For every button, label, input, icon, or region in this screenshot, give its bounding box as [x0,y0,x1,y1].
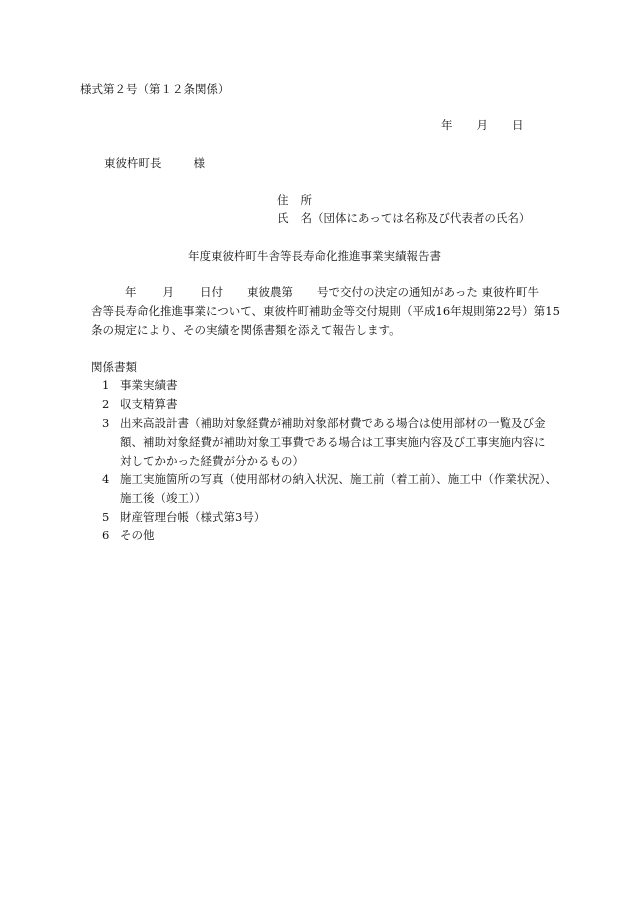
document-item-number: 4 [102,472,110,486]
date-year-label: 年 [441,118,453,132]
date-day-label: 日 [512,118,524,132]
body-notice-prefix: 東彼農第 [247,285,293,299]
date-line [441,120,524,132]
applicant-address-label [277,195,312,207]
document-item-number: 2 [102,397,110,411]
address-label-char-1: 住 [277,193,289,207]
document-item-number: 5 [102,510,110,524]
document-item-text-line-2: 施工後（竣工）） [120,491,207,505]
date-month-label: 月 [476,118,488,132]
addressee [104,158,205,170]
body-month-label: 月 [162,285,174,299]
body-year-label: 年 [125,285,137,299]
name-label-char-1: 氏 [277,211,289,225]
related-documents-heading: 関係書類 [91,360,137,374]
body-paragraph-line-3: 条の規定により、その実績を関係書類を添えて報告します。 [91,323,401,337]
name-label-rest: 名（団体にあっては名称及び代表者の氏名） [300,211,531,225]
body-line-1-rest: 号で交付の決定の通知があった 東彼杵町牛 [317,285,540,299]
document-item-text-line-3: 対してかかった経費が分かるもの） [120,454,304,468]
body-paragraph-line-1 [125,287,539,299]
addressee-honorific: 様 [193,156,205,170]
document-item-text-line-1: 施工実施箇所の写真（使用部材の納入状況、施工前（着工前）、施工中（作業状況）、 [120,472,557,486]
document-item-text: 財産管理台帳（様式第3号） [120,510,266,524]
document-item-number: 1 [102,378,110,392]
document-item-number: 3 [102,416,110,430]
document-item-text-line-1: 出来高設計書（補助対象経費が補助対象部材費である場合は使用部材の一覧及び金 [120,416,546,430]
document-item-text: その他 [120,528,155,542]
document-item-text: 収支精算書 [120,397,178,411]
document-item-text-line-2: 額、補助対象経費が補助対象工事費である場合は工事実施内容及び工事実施内容に [120,435,546,449]
body-dated-label: 日付 [200,285,223,299]
form-number: 様式第２号（第１２条関係） [80,82,230,96]
report-title: 年度東彼杵町牛舎等長寿命化推進事業実績報告書 [188,249,441,263]
applicant-name-label [277,213,530,225]
document-item-text: 事業実績書 [120,378,178,392]
addressee-name: 東彼杵町長 [104,156,162,170]
address-label-char-2: 所 [300,193,312,207]
body-paragraph-line-2: 舎等長寿命化推進事業について、東彼杵町補助金等交付規則（平成16年規則第22号）第15 [91,304,560,318]
document-item-number: 6 [102,528,110,542]
